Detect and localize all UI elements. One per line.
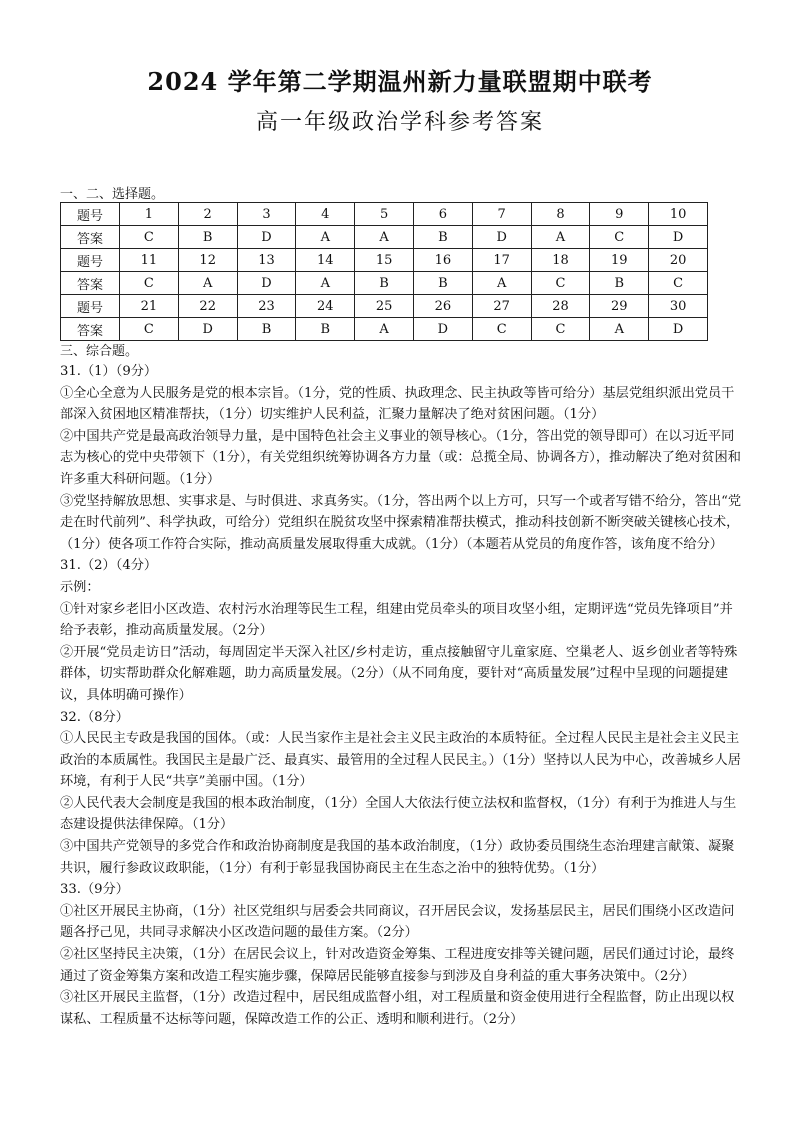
answer-cell: B bbox=[178, 226, 237, 249]
answer-paragraph: ③党坚持解放思想、实事求是、与时俱进、求真务实。（1分，答出两个以上方可，只写一个或者写错不给分，答出“党走在时代前列”、科学执政，可给分）党组织在脱贫攻坚中探索精准帮扶模式，推动科技创新不断突破关键核心技术，（1分）使各项工作符合实际，推动高质量发展取得重大成就。（1分）（本题若从党员的角度作答，该角度不给分） bbox=[60, 493, 742, 552]
answer-cell: A bbox=[531, 226, 590, 249]
number-cell: 29 bbox=[590, 295, 649, 318]
answer-cell: C bbox=[531, 272, 590, 295]
answer-paragraph: ①人民民主专政是我国的国体。（或：人民当家作主是社会主义民主政治的本质特征。全过程人民民主是社会主义民主政治的本质属性。我国民主是最广泛、最真实、最管用的全过程人民民主。）（1分）坚持以人民为中心，改善城乡人居环境，有利于人民“共享”美丽中国。（1分） bbox=[60, 731, 741, 790]
number-cell: 14 bbox=[296, 249, 355, 272]
page-subtitle: 高一年级政治学科参考答案 bbox=[255, 110, 544, 135]
number-cell: 25 bbox=[355, 295, 414, 318]
answer-cell: A bbox=[355, 318, 414, 341]
answer-cell: A bbox=[296, 226, 355, 249]
row-label: 答案 bbox=[61, 226, 120, 249]
table-row-answer bbox=[61, 226, 708, 249]
answer-paragraph: ③社区开展民主监督，（1分）改造过程中，居民组成监督小组，对工程质量和资金使用进行全程监督，防止出现以权谋私、工程质量不达标等问题，保障改造工作的公正、透明和顺利进行。（2分） bbox=[60, 990, 735, 1027]
answer-paragraph: ①社区开展民主协商，（1分）社区党组织与居委会共同商议，召开居民会议，发扬基层民主，居民们围绕小区改造问题各抒己见，共同寻求解决小区改造问题的最佳方案。（2分） bbox=[60, 903, 735, 941]
answer-paragraph: ②开展“党员走访日”活动，每周固定半天深入社区/乡村走访，重点接触留守儿童家庭、空巢老人、返乡创业者等特殊群体，切实帮助群众化解难题，助力高质量发展。（2分）（从不同角度，要针对“高质量发展”过程中呈现的问题提建议，具体明确可操作） bbox=[60, 644, 738, 703]
number-cell: 15 bbox=[355, 249, 414, 272]
answer-cell: D bbox=[649, 226, 708, 249]
answer-paragraph: 32.（8分） bbox=[60, 709, 129, 725]
row-label: 题号 bbox=[61, 295, 120, 318]
number-cell: 28 bbox=[531, 295, 590, 318]
answer-cell: C bbox=[120, 226, 179, 249]
answer-cell: B bbox=[413, 226, 472, 249]
answer-cell: B bbox=[296, 318, 355, 341]
answer-cell: C bbox=[120, 318, 179, 341]
answer-paragraph: ①全心全意为人民服务是党的根本宗旨。（1分，党的性质、执政理念、民主执政等皆可给分）基层党组织派出党员干部深入贫困地区精准帮扶，（1分）切实维护人民利益，汇聚力量解决了绝对贫困问题。（1分） bbox=[60, 385, 735, 423]
answer-cell: C bbox=[472, 318, 531, 341]
answer-cell: D bbox=[237, 272, 296, 295]
page-title: 2024 学年第二学期温州新力量联盟期中联考 bbox=[147, 67, 653, 96]
number-cell: 6 bbox=[413, 203, 472, 226]
number-cell: 8 bbox=[531, 203, 590, 226]
number-cell: 30 bbox=[649, 295, 708, 318]
answer-paragraph: ①针对家乡老旧小区改造、农村污水治理等民生工程，组建由党员牵头的项目攻坚小组，定期评选“党员先锋项目”并给予表彰，推动高质量发展。（2分） bbox=[60, 601, 733, 639]
answer-cell: B bbox=[590, 272, 649, 295]
row-label: 答案 bbox=[61, 272, 120, 295]
row-label: 题号 bbox=[61, 249, 120, 272]
answer-paragraph: ②社区坚持民主决策，（1分）在居民会议上，针对改造资金筹集、工程进度安排等关键问题，居民们通过讨论，最终通过了资金筹集方案和改造工程实施步骤，保障居民能够直接参与到涉及自身利益的重大事务决策中。（2分） bbox=[60, 947, 735, 984]
number-cell: 24 bbox=[296, 295, 355, 318]
answer-cell: D bbox=[413, 318, 472, 341]
number-cell: 16 bbox=[413, 249, 472, 272]
number-cell: 10 bbox=[649, 203, 708, 226]
answer-cell: A bbox=[355, 226, 414, 249]
table-row-number bbox=[61, 249, 708, 272]
composite-answers bbox=[60, 361, 744, 1030]
number-cell: 9 bbox=[590, 203, 649, 226]
number-cell: 21 bbox=[120, 295, 179, 318]
number-cell: 2 bbox=[178, 203, 237, 226]
choice-section-heading: 一、二、选择题。 bbox=[60, 187, 165, 202]
answer-cell: C bbox=[590, 226, 649, 249]
number-cell: 20 bbox=[649, 249, 708, 272]
answer-cell: A bbox=[296, 272, 355, 295]
number-cell: 19 bbox=[590, 249, 649, 272]
answer-cell: C bbox=[649, 272, 708, 295]
answer-paragraph: 33.（9分） bbox=[60, 882, 129, 898]
table-row-number bbox=[61, 203, 708, 226]
number-cell: 27 bbox=[472, 295, 531, 318]
row-label: 答案 bbox=[61, 318, 120, 341]
table-row-number bbox=[61, 295, 708, 318]
number-cell: 3 bbox=[237, 203, 296, 226]
number-cell: 23 bbox=[237, 295, 296, 318]
answer-paragraph: ②中国共产党是最高政治领导力量，是中国特色社会主义事业的领导核心。（1分，答出党的领导即可）在以习近平同志为核心的党中央带领下（1分），有关党组织统筹协调各方力量（或：总揽全局、协调各方），推动解决了绝对贫困和许多重大科研问题。（1分） bbox=[60, 428, 741, 487]
answer-cell: A bbox=[178, 272, 237, 295]
composite-section-heading: 三、综合题。 bbox=[60, 344, 139, 359]
number-cell: 7 bbox=[472, 203, 531, 226]
number-cell: 17 bbox=[472, 249, 531, 272]
answer-paragraph: 示例： bbox=[60, 579, 100, 595]
number-cell: 12 bbox=[178, 249, 237, 272]
answer-cell: C bbox=[531, 318, 590, 341]
answer-cell: A bbox=[590, 318, 649, 341]
answer-paragraph: ③中国共产党领导的多党合作和政治协商制度是我国的基本政治制度，（1分）政协委员围绕生态治理建言献策、凝聚共识，履行参政议政职能，（1分）有利于彰显我国协商民主在生态之治中的独特优势。（1分） bbox=[60, 839, 735, 876]
answer-cell: C bbox=[120, 272, 179, 295]
answer-table bbox=[60, 202, 708, 341]
number-cell: 22 bbox=[178, 295, 237, 318]
row-label: 题号 bbox=[61, 203, 120, 226]
answer-paragraph: ②人民代表大会制度是我国的根本政治制度，（1分）全国人大依法行使立法权和监督权，（1分）有利于为推进人与生态建设提供法律保障。（1分） bbox=[60, 795, 737, 833]
answer-paragraph: 31.（1）（9分） bbox=[60, 364, 158, 379]
table-row-answer bbox=[61, 318, 708, 341]
answer-cell: A bbox=[472, 272, 531, 295]
number-cell: 4 bbox=[296, 203, 355, 226]
answer-cell: D bbox=[237, 226, 296, 249]
number-cell: 13 bbox=[237, 249, 296, 272]
number-cell: 5 bbox=[355, 203, 414, 226]
answer-paragraph: 31.（2）（4分） bbox=[60, 558, 158, 574]
number-cell: 18 bbox=[531, 249, 590, 272]
answer-cell: D bbox=[472, 226, 531, 249]
answer-cell: B bbox=[237, 318, 296, 341]
answer-cell: B bbox=[413, 272, 472, 295]
table-row-answer bbox=[61, 272, 708, 295]
answer-cell: D bbox=[649, 318, 708, 341]
number-cell: 26 bbox=[413, 295, 472, 318]
answer-cell: D bbox=[178, 318, 237, 341]
answer-cell: B bbox=[355, 272, 414, 295]
number-cell: 11 bbox=[120, 249, 179, 272]
number-cell: 1 bbox=[120, 203, 179, 226]
